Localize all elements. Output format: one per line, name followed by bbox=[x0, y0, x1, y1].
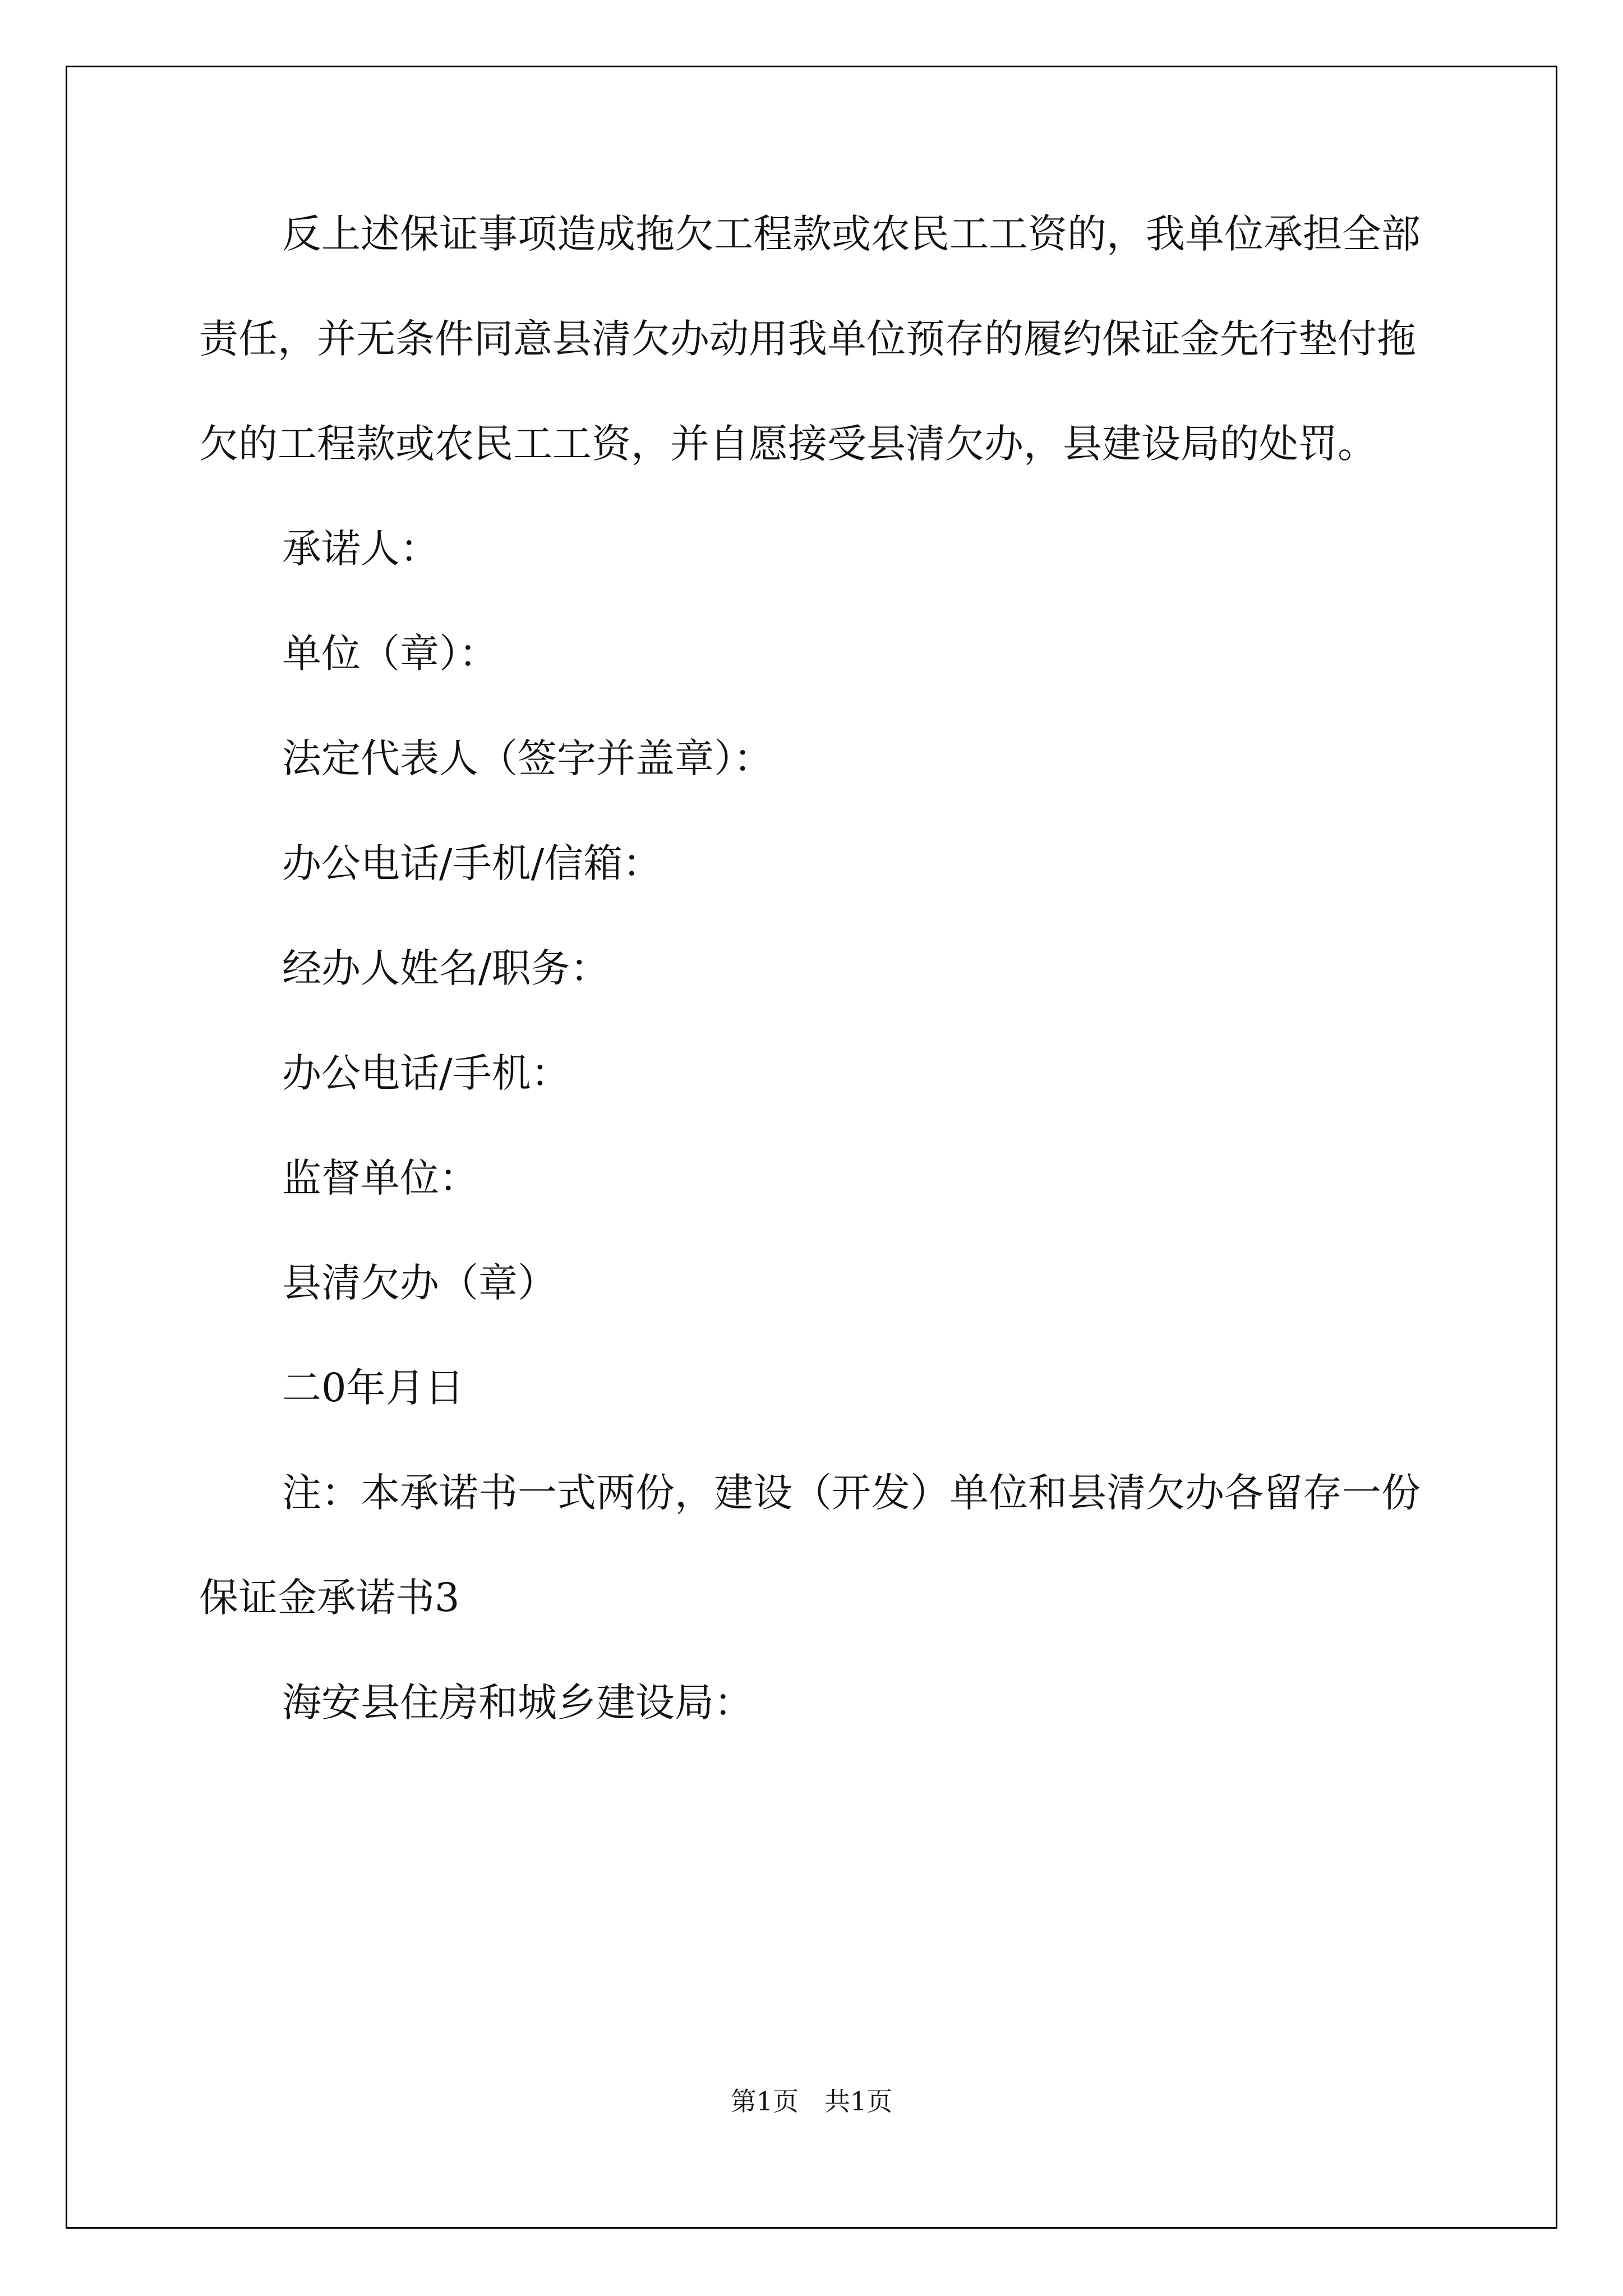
supervisor-label: 监督单位： bbox=[282, 1155, 478, 1201]
section-title: 保证金承诺书3 bbox=[199, 1575, 460, 1621]
date-line: 二0年月日 bbox=[282, 1365, 464, 1411]
note-paragraph: 注：本承诺书一式两份，建设（开发）单位和县清欠办各留存一份 bbox=[282, 1470, 1421, 1516]
page-footer: 第1页 共1页 bbox=[730, 2086, 893, 2116]
document-body bbox=[199, 213, 1433, 1755]
county-office-label: 县清欠办（章） bbox=[282, 1260, 557, 1306]
handler-label: 经办人姓名/职务： bbox=[282, 945, 610, 991]
addressee: 海安县住房和城乡建设局： bbox=[282, 1680, 753, 1726]
promisor-label: 承诺人： bbox=[282, 526, 439, 572]
office-contact-label: 办公电话/手机/信箱： bbox=[282, 840, 662, 886]
paragraph-liability: 反上述保证事项造成拖欠工程款或农民工工资的，我单位承担全部责任，并无条件同意县清欠办动用我单位预存的履约保证金先行垫付拖欠的工程款或农民工工资，并自愿接受县清欠办，县建设局的处罚。 bbox=[199, 211, 1421, 467]
legal-rep-label: 法定代表人（签字并盖章）： bbox=[282, 735, 773, 781]
unit-label: 单位（章）： bbox=[282, 631, 498, 677]
office-phone-label: 办公电话/手机： bbox=[282, 1050, 570, 1096]
